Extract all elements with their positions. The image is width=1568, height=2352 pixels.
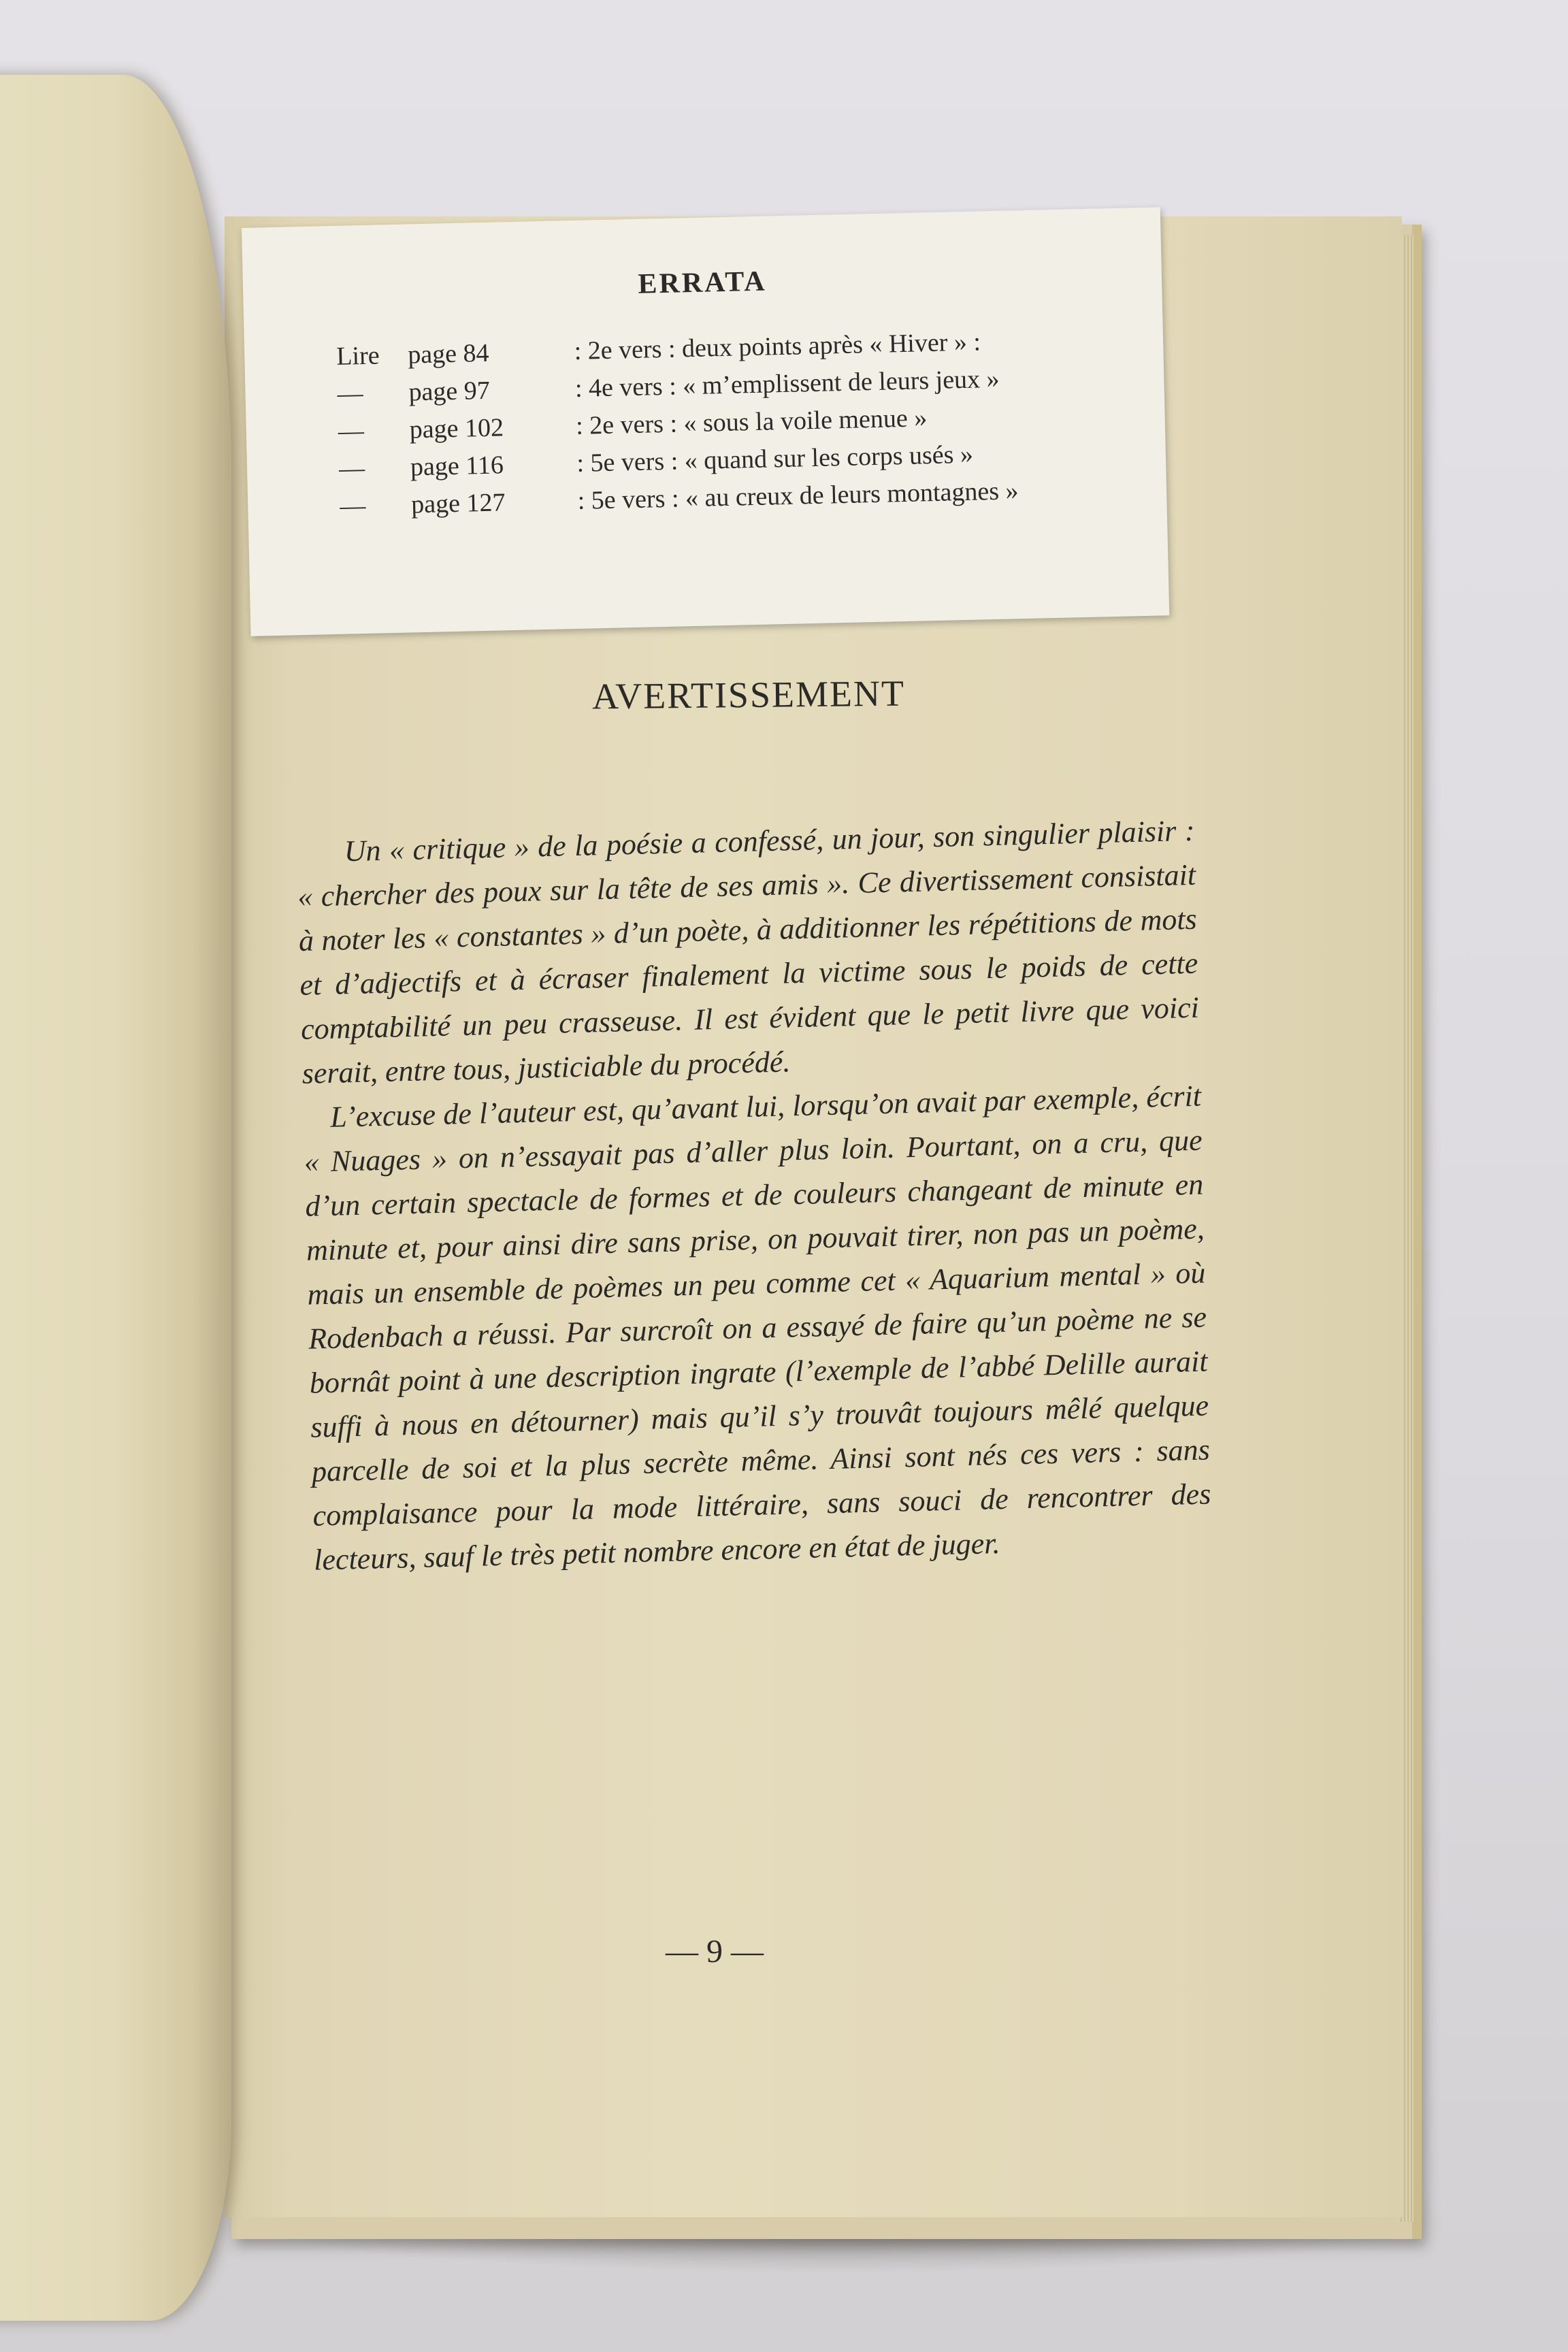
errata-ref: : 5e vers : (577, 484, 679, 515)
errata-lead: Lire (336, 341, 380, 371)
errata-page: page 116 (410, 451, 504, 482)
errata-ref: : 4e vers : (574, 372, 677, 403)
errata-page: page 102 (409, 413, 504, 444)
errata-lead: — (338, 453, 365, 483)
errata-lead: — (337, 379, 364, 408)
paragraph: L’excuse de l’auteur est, qu’avant lui, lorsqu’on avait par exemple, écrit « Nuages » on n’essayait pas d’aller plus loin. Pourtant, on a cru, que d’un certain spectacle de formes et de couleurs changeant de minute en minute et, pour ainsi dire sans prise, on pouvait tirer, non pas un poème, mais un ensemble de poèmes un peu comme cet « Aquarium mental » où Rodenbach a réussi. Par surcroît on a essayé de faire qu’un poème ne se bornât point à une description ingrate (l’exemple de l’abbé Delille aurait suffi à nous en détourner) mais qu’il s’y trouvât toujours mêlé quelque parcelle de soi et la plus secrète même. Ainsi sont nés ces vers : sans complaisance pour la mode littéraire, sans souci de rencontrer des lecteurs, sauf le très petit nombre encore en état de juger. (304, 1079, 1211, 1577)
errata-slip (242, 207, 1169, 636)
errata-page: page 127 (410, 488, 506, 519)
errata-ref: : 2e vers : (574, 334, 676, 365)
errata-title: ERRATA (637, 265, 768, 300)
errata-correction: deux points après « Hiver » : (681, 327, 981, 363)
errata-correction: « m’emplissent de leurs jeux » (682, 364, 1000, 401)
page-title: AVERTISSEMENT (591, 672, 906, 717)
errata-ref: : 5e vers : (576, 446, 679, 478)
errata-list (336, 320, 1150, 525)
left-page (0, 75, 231, 2321)
page-number: — 9 — (666, 1933, 764, 1970)
errata-lead: — (338, 416, 365, 446)
errata-ref: : 2e vers : (575, 409, 678, 440)
errata-correction: « quand sur les corps usés » (684, 440, 974, 476)
errata-page: page 84 (407, 338, 489, 370)
errata-correction: « au creux de leurs montagnes » (685, 476, 1019, 513)
errata-page: page 97 (408, 376, 491, 407)
paragraph: Un « critique » de la poésie a confessé, un jour, son singulier plaisir : « chercher des poux sur la tête de ses amis ». Ce divertissement consistait à noter les « constantes » d’un poète, à additionner les répétitions de mots et d’adjectifs et à écraser finalement la victime sous le poids de cette comptabilité un peu crasseuse. Il est évident que le petit livre que voici serait, entre tous, justiciable du procédé. (297, 813, 1200, 1090)
errata-correction: « sous la voile menue » (683, 404, 928, 438)
errata-lead: — (339, 491, 366, 521)
body-text (296, 808, 1213, 1582)
